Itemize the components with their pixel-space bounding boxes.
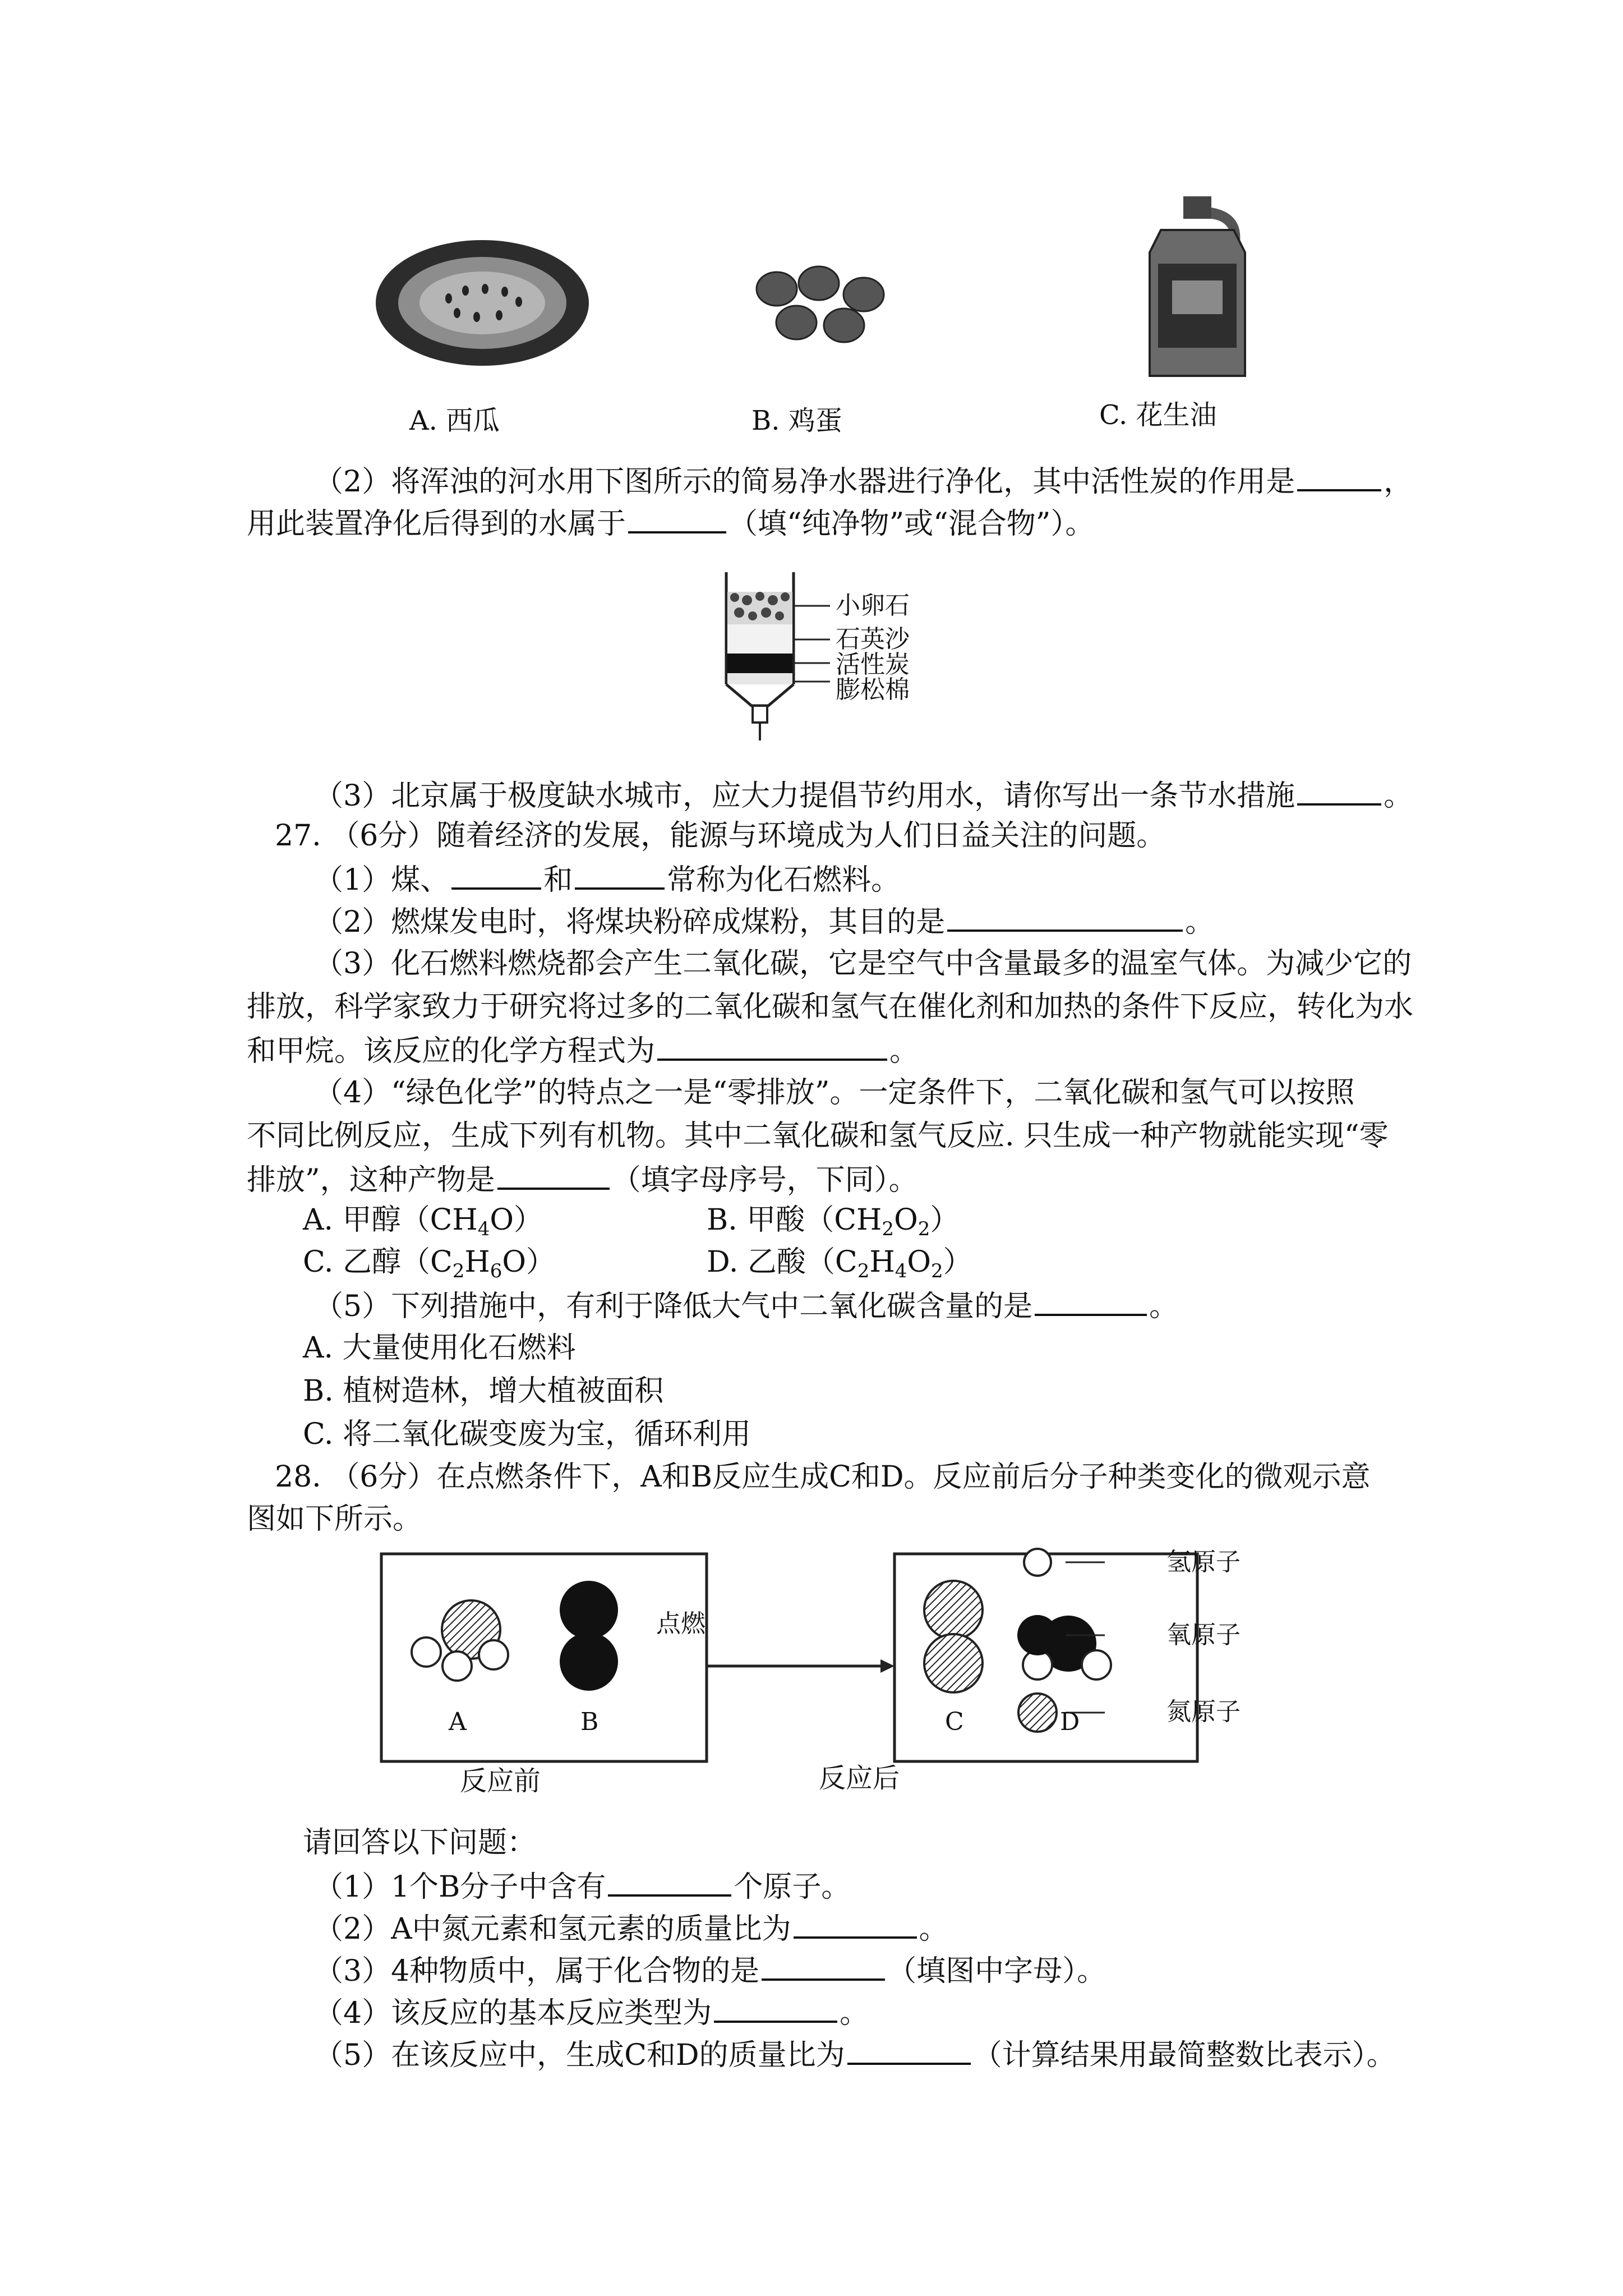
- q27-option-a[interactable]: A. 甲醇$(CH_4O)$: [303, 1203, 543, 1240]
- answer-blank[interactable]: [1297, 774, 1381, 806]
- q27-part1: （1）煤、 和 常称为化石燃料。: [314, 858, 900, 900]
- q27-part5-option-c[interactable]: C. 将二氧化碳变废为宝，循环利用: [303, 1418, 751, 1451]
- nitrogen-legend-icon: [1018, 1694, 1057, 1732]
- water-filter-diagram: [712, 561, 948, 746]
- q26-part2-line1: （2）将浑浊的河水用下图所示的简易净水器进行净化，其中活性炭的作用是 ，: [314, 460, 1413, 501]
- q27-part4-line2: 不同比例反应，生成下列有机物。其中二氧化碳和氢气反应. 只生成一种产物就能实现“零: [247, 1119, 1389, 1153]
- hydrogen-atom: [412, 1637, 441, 1667]
- nitrogen-atom: [924, 1581, 983, 1639]
- answer-blank[interactable]: [762, 1949, 885, 1981]
- q27-part5-option-b[interactable]: B. 植树造林，增大植被面积: [303, 1374, 664, 1408]
- legend-hydrogen-label: 氢原子: [1166, 1548, 1241, 1576]
- q27-option-d[interactable]: D. 乙酸$(C_2H_4O_2)$: [707, 1245, 972, 1282]
- q27-part5-option-a[interactable]: A. 大量使用化石燃料: [303, 1331, 576, 1365]
- after-label: 反应后: [819, 1763, 900, 1794]
- food-caption-b: B. 鸡蛋: [751, 405, 842, 436]
- q28-part5: （5）在该反应中，生成C和D的质量比为 （计算结果用最简整数比表示）。: [314, 2033, 1396, 2075]
- peanut-oil-bottle-image: [1138, 196, 1256, 381]
- oxygen-legend-icon: [1017, 1615, 1058, 1655]
- q28-stem-line1: 28. （6分）在点燃条件下，A和B反应生成C和D。反应前后分子种类变化的微观示意: [275, 1460, 1371, 1494]
- filter-label-carbon: 活性炭: [836, 650, 910, 679]
- q27-part2: （2）燃煤发电时，将煤块粉碎成煤粉，其目的是 。: [314, 900, 1214, 942]
- filter-label-sand: 石英沙: [836, 625, 910, 654]
- q27-option-c[interactable]: C. 乙醇$(C_2H_6O)$: [303, 1245, 556, 1282]
- q26-part3: （3）北京属于极度缺水城市，应大力提倡节约用水，请你写出一条节水措施 。: [314, 774, 1413, 816]
- q27-option-b[interactable]: B. 甲酸$(CH_2O_2)$: [707, 1203, 960, 1240]
- legend-oxygen-label: 氧原子: [1166, 1621, 1241, 1649]
- answer-blank[interactable]: [451, 858, 541, 890]
- arrow-label: 点燃: [656, 1609, 706, 1638]
- answer-blank[interactable]: [1297, 460, 1381, 491]
- q27-part4-line3: 排放”，这种产物是 （填字母序号，下同）。: [247, 1158, 918, 1200]
- answer-blank[interactable]: [794, 1907, 917, 1939]
- oxygen-atom: [560, 1632, 618, 1691]
- q26-part2-line2: 用此装置净化后得到的水属于 （填“纯净物”或“混合物”）。: [247, 502, 1094, 544]
- filter-label-pebbles: 小卵石: [836, 591, 910, 620]
- answer-blank[interactable]: [628, 502, 726, 533]
- q27-stem: 27. （6分）随着经济的发展，能源与环境成为人们日益关注的问题。: [275, 819, 1166, 853]
- q27-part3-line1: （3）化石燃料燃烧都会产生二氧化碳，它是空气中含量最多的温室气体。为减少它的: [314, 947, 1412, 981]
- q27-part5: （5）下列措施中，有利于降低大气中二氧化碳含量的是 。: [314, 1285, 1178, 1326]
- q28-part3: （3）4种物质中，属于化合物的是 （填图中字母）。: [314, 1949, 1106, 1991]
- q28-stem-line2: 图如下所示。: [247, 1502, 422, 1536]
- oxygen-atom: [560, 1581, 618, 1639]
- nitrogen-atom: [924, 1634, 983, 1692]
- answer-blank[interactable]: [714, 1991, 837, 2023]
- before-label: 反应前: [460, 1765, 541, 1797]
- watermelon-image: [370, 236, 594, 370]
- answer-blank[interactable]: [1035, 1285, 1147, 1316]
- molecule-label-c: C: [945, 1708, 964, 1736]
- food-caption-a: A. 西瓜: [409, 405, 500, 436]
- q27-part4-line1: （4）“绿色化学”的特点之一是“零排放”。一定条件下，二氧化碳和氢气可以按照: [314, 1076, 1355, 1110]
- q28-prompt: 请回答以下问题：: [303, 1826, 537, 1860]
- q28-part1: （1）1个B分子中含有 个原子。: [314, 1865, 850, 1907]
- answer-blank[interactable]: [657, 1029, 887, 1061]
- q27-part3-line2: 排放，科学家致力于研究将过多的二氧化碳和氢气在催化剂和加热的条件下反应，转化为水: [247, 990, 1414, 1024]
- answer-blank[interactable]: [947, 900, 1183, 932]
- q28-part4: （4）该反应的基本反应类型为 。: [314, 1991, 869, 2033]
- answer-blank[interactable]: [497, 1158, 610, 1190]
- legend-nitrogen-label: 氮原子: [1166, 1697, 1241, 1726]
- q28-part2: （2）A中氮元素和氢元素的质量比为 。: [314, 1907, 948, 1949]
- food-caption-c: C. 花生油: [1099, 399, 1217, 431]
- answer-blank[interactable]: [608, 1865, 731, 1897]
- molecule-label-d: D: [1060, 1708, 1080, 1736]
- molecule-label-b: B: [580, 1708, 599, 1736]
- answer-blank[interactable]: [575, 858, 665, 890]
- molecule-label-a: A: [449, 1708, 467, 1736]
- answer-blank[interactable]: [847, 2033, 971, 2065]
- hydrogen-legend-icon: [1024, 1549, 1051, 1576]
- eggs-image: [751, 264, 897, 348]
- hydrogen-atom: [442, 1651, 472, 1681]
- filter-label-cotton: 膨松棉: [836, 675, 910, 704]
- q27-part3-line3: 和甲烷。该反应的化学方程式为 。: [247, 1029, 919, 1071]
- reaction-micro-diagram: [370, 1537, 1279, 1795]
- hydrogen-atom: [479, 1640, 508, 1669]
